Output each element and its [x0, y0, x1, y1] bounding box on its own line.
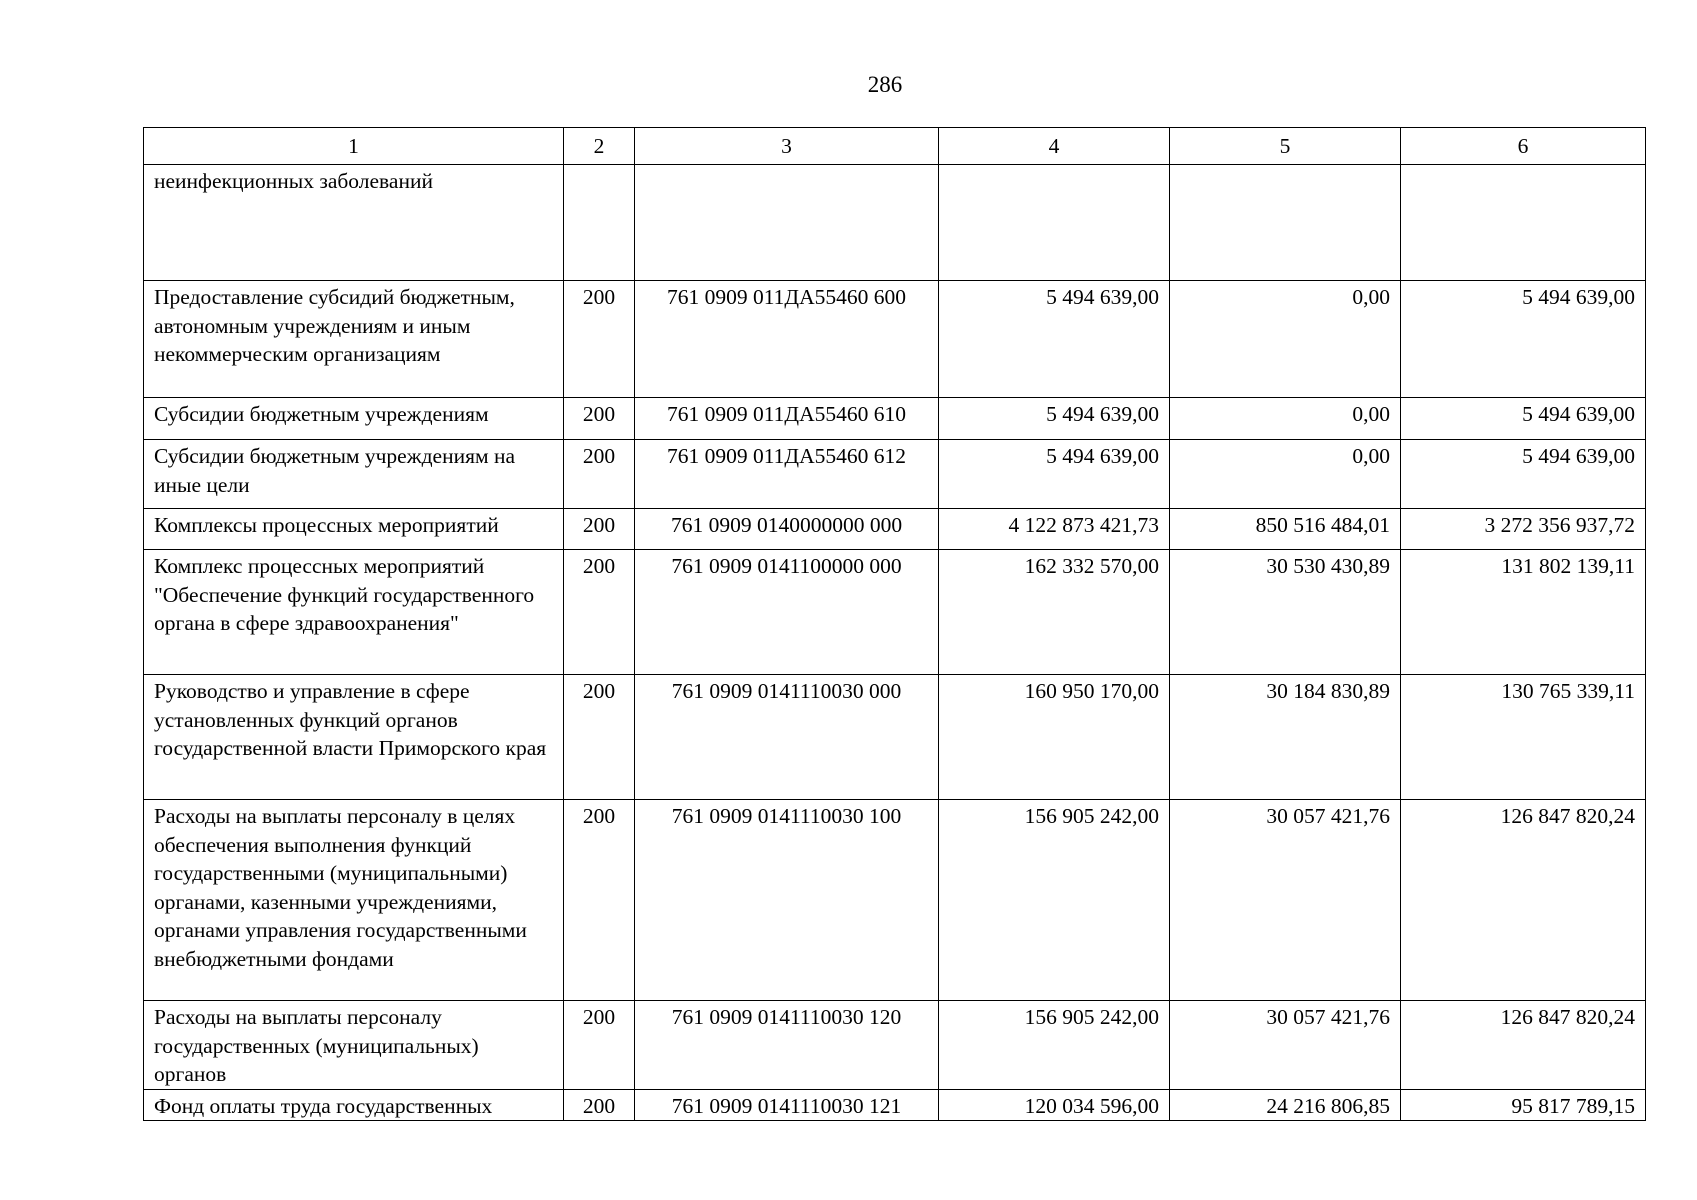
- row-name: Субсидии бюджетным учреждениям: [144, 398, 564, 440]
- row-value-6: 5 494 639,00: [1401, 440, 1646, 509]
- row-code: 200: [564, 1001, 635, 1090]
- table-row: [144, 440, 1646, 509]
- row-name: Расходы на выплаты персоналу государственных (муниципальных) органов: [144, 1001, 564, 1090]
- row-value-5: 24 216 806,85: [1170, 1089, 1401, 1121]
- row-code: 200: [564, 550, 635, 675]
- column-header-1: 1: [144, 128, 564, 165]
- row-code: 200: [564, 1089, 635, 1121]
- row-code: 200: [564, 440, 635, 509]
- row-code: [564, 165, 635, 281]
- row-value-5: 0,00: [1170, 281, 1401, 398]
- row-value-5: 30 184 830,89: [1170, 675, 1401, 800]
- row-value-4: 5 494 639,00: [939, 281, 1170, 398]
- row-value-4: 5 494 639,00: [939, 398, 1170, 440]
- row-name: неинфекционных заболеваний: [144, 165, 564, 281]
- row-classification: 761 0909 0141110030 000: [635, 675, 939, 800]
- row-classification: 761 0909 0141110030 120: [635, 1001, 939, 1090]
- row-classification: 761 0909 0141110030 100: [635, 800, 939, 1001]
- table-row: [144, 550, 1646, 675]
- row-value-6: 3 272 356 937,72: [1401, 509, 1646, 550]
- row-value-5: 0,00: [1170, 398, 1401, 440]
- table-row: [144, 1001, 1646, 1090]
- row-name: Руководство и управление в сфере установленных функций органов государственной власти Приморского края: [144, 675, 564, 800]
- row-value-5: 30 530 430,89: [1170, 550, 1401, 675]
- table-row: [144, 1089, 1646, 1121]
- row-classification: 761 0909 0141100000 000: [635, 550, 939, 675]
- row-code: 200: [564, 398, 635, 440]
- column-header-2: 2: [564, 128, 635, 165]
- table-row: [144, 675, 1646, 800]
- row-value-4: 160 950 170,00: [939, 675, 1170, 800]
- row-value-5: 30 057 421,76: [1170, 800, 1401, 1001]
- column-header-4: 4: [939, 128, 1170, 165]
- row-name: Комплексы процессных мероприятий: [144, 509, 564, 550]
- row-classification: 761 0909 011ДА55460 610: [635, 398, 939, 440]
- row-value-6: 131 802 139,11: [1401, 550, 1646, 675]
- row-code: 200: [564, 509, 635, 550]
- row-value-4: 162 332 570,00: [939, 550, 1170, 675]
- row-value-5: 30 057 421,76: [1170, 1001, 1401, 1090]
- row-value-4: [939, 165, 1170, 281]
- budget-table: [143, 127, 1646, 1121]
- table-row: [144, 509, 1646, 550]
- row-value-6: 5 494 639,00: [1401, 281, 1646, 398]
- row-classification: 761 0909 0141110030 121: [635, 1089, 939, 1121]
- row-value-4: 4 122 873 421,73: [939, 509, 1170, 550]
- row-name: Субсидии бюджетным учреждениям на иные цели: [144, 440, 564, 509]
- row-classification: 761 0909 0140000000 000: [635, 509, 939, 550]
- column-header-3: 3: [635, 128, 939, 165]
- row-classification: [635, 165, 939, 281]
- row-classification: 761 0909 011ДА55460 612: [635, 440, 939, 509]
- row-value-6: [1401, 165, 1646, 281]
- row-code: 200: [564, 675, 635, 800]
- row-value-6: 126 847 820,24: [1401, 1001, 1646, 1090]
- row-code: 200: [564, 800, 635, 1001]
- row-name: Комплекс процессных мероприятий "Обеспечение функций государственного органа в сфере здравоохранения": [144, 550, 564, 675]
- row-name: Расходы на выплаты персоналу в целях обеспечения выполнения функций государственными (муниципальными) органами, казенными учреждениями, органами управления государственными внебюджетными фондами: [144, 800, 564, 1001]
- table-header-row: [144, 128, 1646, 165]
- table-row: [144, 800, 1646, 1001]
- row-value-4: 156 905 242,00: [939, 1001, 1170, 1090]
- row-name: Фонд оплаты труда государственных: [144, 1089, 564, 1121]
- row-value-4: 5 494 639,00: [939, 440, 1170, 509]
- row-value-6: 130 765 339,11: [1401, 675, 1646, 800]
- page-number: 286: [867, 72, 903, 97]
- column-header-5: 5: [1170, 128, 1401, 165]
- row-classification: 761 0909 011ДА55460 600: [635, 281, 939, 398]
- row-value-4: 156 905 242,00: [939, 800, 1170, 1001]
- table-row: [144, 398, 1646, 440]
- row-value-6: 126 847 820,24: [1401, 800, 1646, 1001]
- row-value-5: 0,00: [1170, 440, 1401, 509]
- row-value-4: 120 034 596,00: [939, 1089, 1170, 1121]
- row-value-5: 850 516 484,01: [1170, 509, 1401, 550]
- row-value-6: 5 494 639,00: [1401, 398, 1646, 440]
- row-value-6: 95 817 789,15: [1401, 1089, 1646, 1121]
- column-header-6: 6: [1401, 128, 1646, 165]
- table-row: [144, 281, 1646, 398]
- row-code: 200: [564, 281, 635, 398]
- row-name: Предоставление субсидий бюджетным, автономным учреждениям и иным некоммерческим организациям: [144, 281, 564, 398]
- table-row: [144, 165, 1646, 281]
- row-value-5: [1170, 165, 1401, 281]
